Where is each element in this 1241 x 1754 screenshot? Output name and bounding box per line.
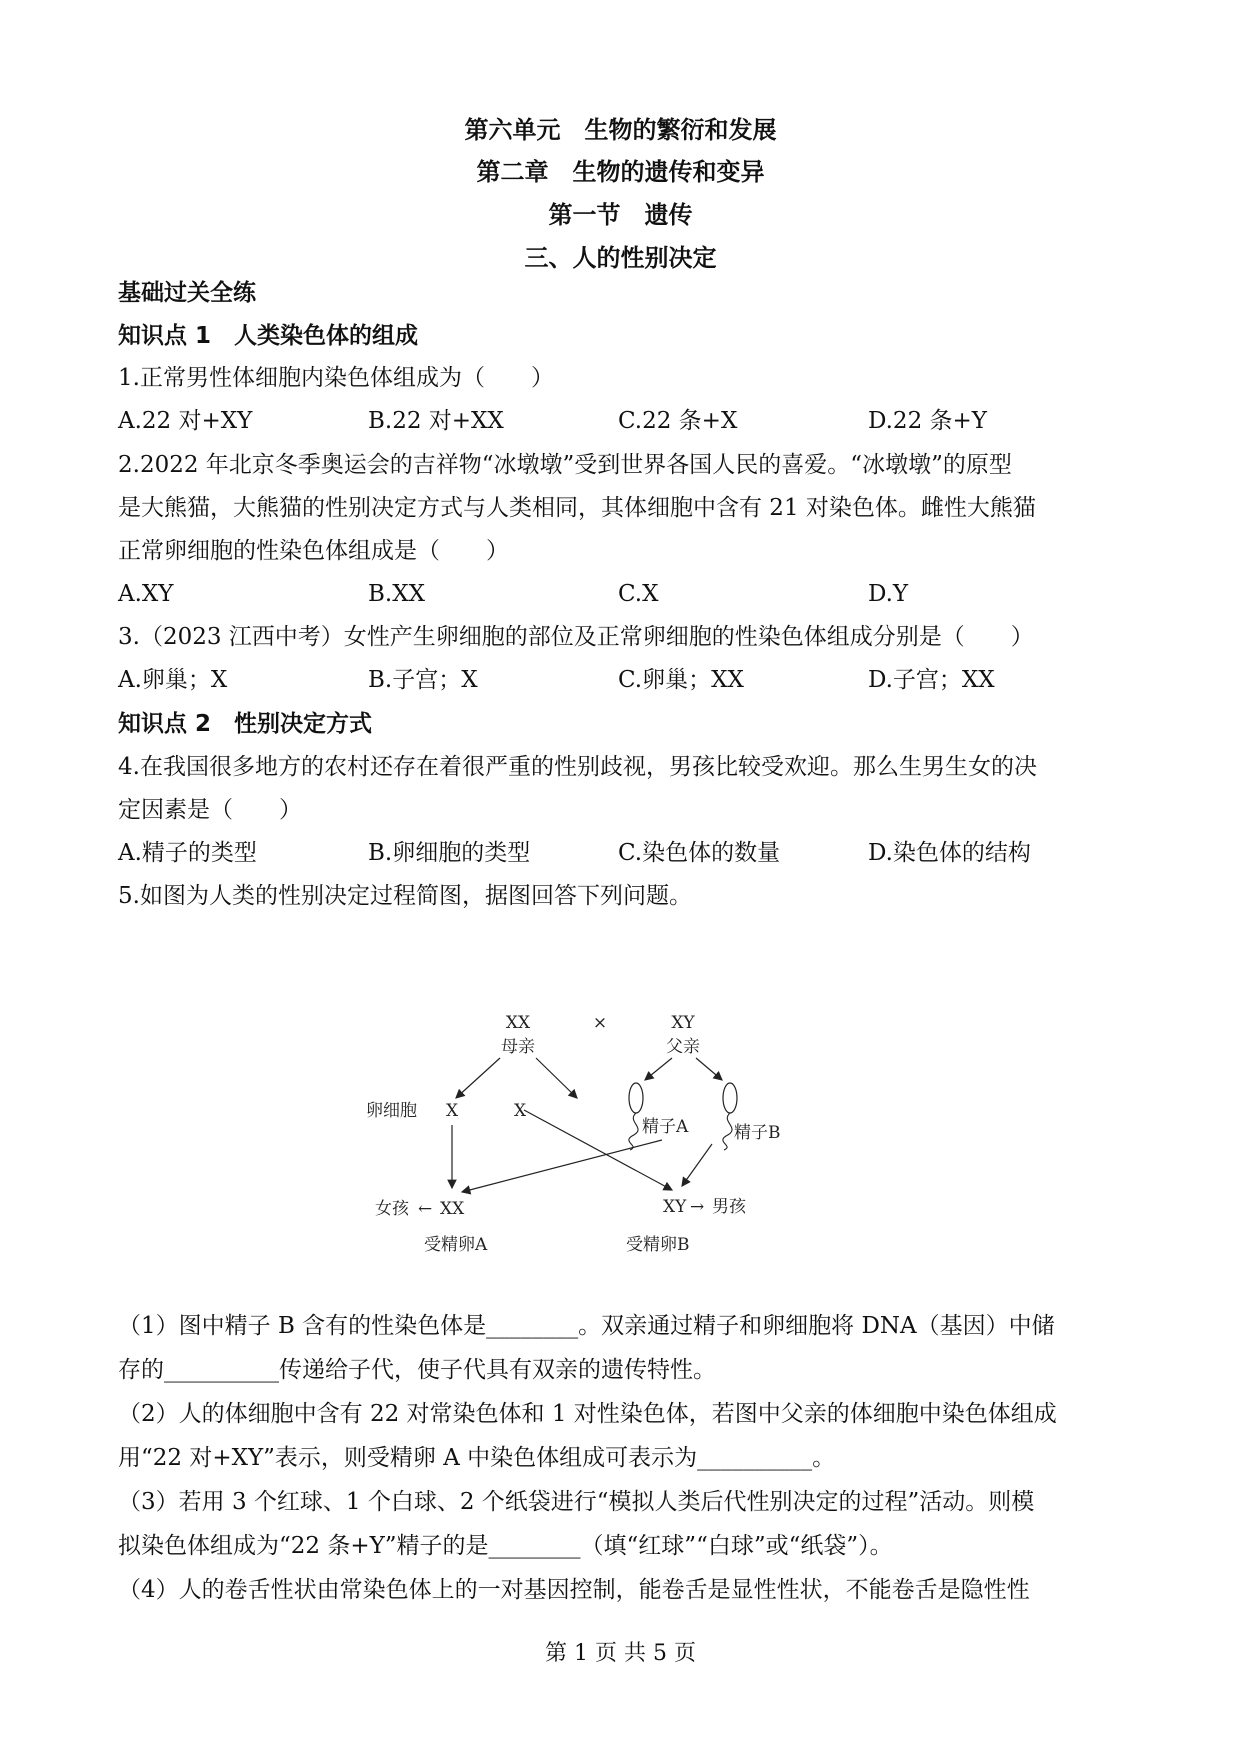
question-3-stem: 3.（2023 江西中考）女性产生卵细胞的部位及正常卵细胞的性染色体组成分别是（ ）: [118, 624, 1034, 650]
question-4-line-1: 4.在我国很多地方的农村还存在着很严重的性别歧视，男孩比较受欢迎。那么生男生女的决: [118, 754, 1037, 780]
zygote-a-genotype: XX: [440, 1199, 465, 1219]
q2-option-b: B.XX: [368, 581, 425, 607]
q2-option-d: D.Y: [868, 581, 909, 607]
knowledge-point-1: 知识点 1 人类染色体的组成: [118, 323, 419, 349]
q4-option-c: C.染色体的数量: [618, 840, 781, 866]
zygote-b-genotype: XY: [663, 1197, 687, 1217]
q4-option-a: A.精子的类型: [118, 840, 257, 866]
sperm-b-head: [723, 1083, 737, 1113]
knowledge-point-2: 知识点 2 性别决定方式: [118, 711, 373, 737]
zygote-a-label: 受精卵A: [424, 1235, 488, 1255]
sperm-a-label: 精子A: [642, 1117, 689, 1137]
right-arrow: →: [690, 1197, 705, 1217]
practice-title: 基础过关全练: [118, 280, 256, 306]
q5-sub-4-line-1: （4）人的卷舌性状由常染色体上的一对基因控制，能卷舌是显性性状，不能卷舌是隐性性: [118, 1577, 1030, 1603]
sperm-a-tail: [629, 1113, 638, 1150]
q4-option-b: B.卵细胞的类型: [368, 840, 531, 866]
q3-option-c: C.卵巢；XX: [618, 667, 744, 693]
egg-cell-label: 卵细胞: [366, 1101, 417, 1121]
q3-option-d: D.子宫；XX: [868, 667, 995, 693]
q4-option-d: D.染色体的结构: [868, 840, 1031, 866]
mother-to-egg2-arrow: [536, 1058, 577, 1098]
q5-sub-2-line-2: 用“22 对+XY”表示，则受精卵 A 中染色体组成可表示为__________。: [118, 1445, 836, 1471]
mother-genotype: XX: [505, 1013, 531, 1033]
egg-2: X: [514, 1101, 527, 1121]
father-to-sperm-a-arrow: [645, 1058, 672, 1080]
zygote-b-label: 受精卵B: [626, 1235, 690, 1255]
mother-label: 母亲: [501, 1037, 535, 1057]
subsection-title: 三、人的性别决定: [524, 244, 717, 272]
sex-determination-diagram: [366, 1010, 850, 1270]
father-genotype: XY: [671, 1013, 695, 1033]
question-2-line-3: 正常卵细胞的性染色体组成是（ ）: [118, 538, 509, 564]
q5-sub-2-line-1: （2）人的体细胞中含有 22 对常染色体和 1 对性染色体，若图中父亲的体细胞中染色体组成: [118, 1401, 1057, 1427]
q1-option-a: A.22 对+XY: [118, 408, 253, 434]
chapter-title: 第二章 生物的遗传和变异: [476, 158, 765, 186]
sperm-a-to-zygote-a-arrow: [462, 1140, 662, 1192]
question-4-line-2: 定因素是（ ）: [118, 797, 302, 823]
sperm-b-to-zygote-b-arrow: [682, 1144, 712, 1186]
cross-symbol: ×: [592, 1013, 608, 1033]
page-footer: 第 1 页 共 5 页: [545, 1641, 696, 1666]
boy-label: 男孩: [712, 1197, 746, 1217]
mother-to-egg1-arrow: [456, 1058, 500, 1098]
question-2-line-1: 2.2022 年北京冬季奥运会的吉祥物“冰墩墩”受到世界各国人民的喜爱。“冰墩墩”的原型: [118, 452, 1012, 478]
father-to-sperm-b-arrow: [696, 1058, 722, 1080]
question-5-stem: 5.如图为人类的性别决定过程简图，据图回答下列问题。: [118, 883, 692, 909]
q3-option-b: B.子宫；X: [368, 667, 478, 693]
sperm-b-tail: [723, 1113, 732, 1150]
left-arrow: ←: [418, 1199, 433, 1219]
girl-label: 女孩: [375, 1199, 409, 1219]
q5-sub-1-line-1: （1）图中精子 B 含有的性染色体是________。双亲通过精子和卵细胞将 DNA（基因）中储: [118, 1313, 1055, 1339]
egg-1: X: [446, 1101, 459, 1121]
q1-option-d: D.22 条+Y: [868, 408, 987, 434]
question-1-stem: 1.正常男性体细胞内染色体组成为（ ）: [118, 365, 554, 391]
q5-sub-3-line-2: 拟染色体组成为“22 条+Y”精子的是________（填“红球”“白球”或“纸袋”）。: [118, 1533, 893, 1559]
father-label: 父亲: [666, 1037, 700, 1057]
section-title: 第一节 遗传: [548, 201, 693, 229]
q2-option-c: C.X: [618, 581, 659, 607]
q1-option-b: B.22 对+XX: [368, 408, 504, 434]
q3-option-a: A.卵巢；X: [118, 667, 228, 693]
q5-sub-3-line-1: （3）若用 3 个红球、1 个白球、2 个纸袋进行“模拟人类后代性别决定的过程”活动。则模: [118, 1489, 1035, 1515]
sperm-b-label: 精子B: [734, 1123, 781, 1143]
sperm-a-head: [629, 1083, 643, 1113]
q2-option-a: A.XY: [118, 581, 174, 607]
q1-option-c: C.22 条+X: [618, 408, 738, 434]
q5-sub-1-line-2: 存的__________传递给子代，使子代具有双亲的遗传特性。: [118, 1357, 716, 1383]
question-2-line-2: 是大熊猫，大熊猫的性别决定方式与人类相同，其体细胞中含有 21 对染色体。雌性大熊猫: [118, 495, 1036, 521]
unit-title: 第六单元 生物的繁衍和发展: [464, 116, 777, 144]
